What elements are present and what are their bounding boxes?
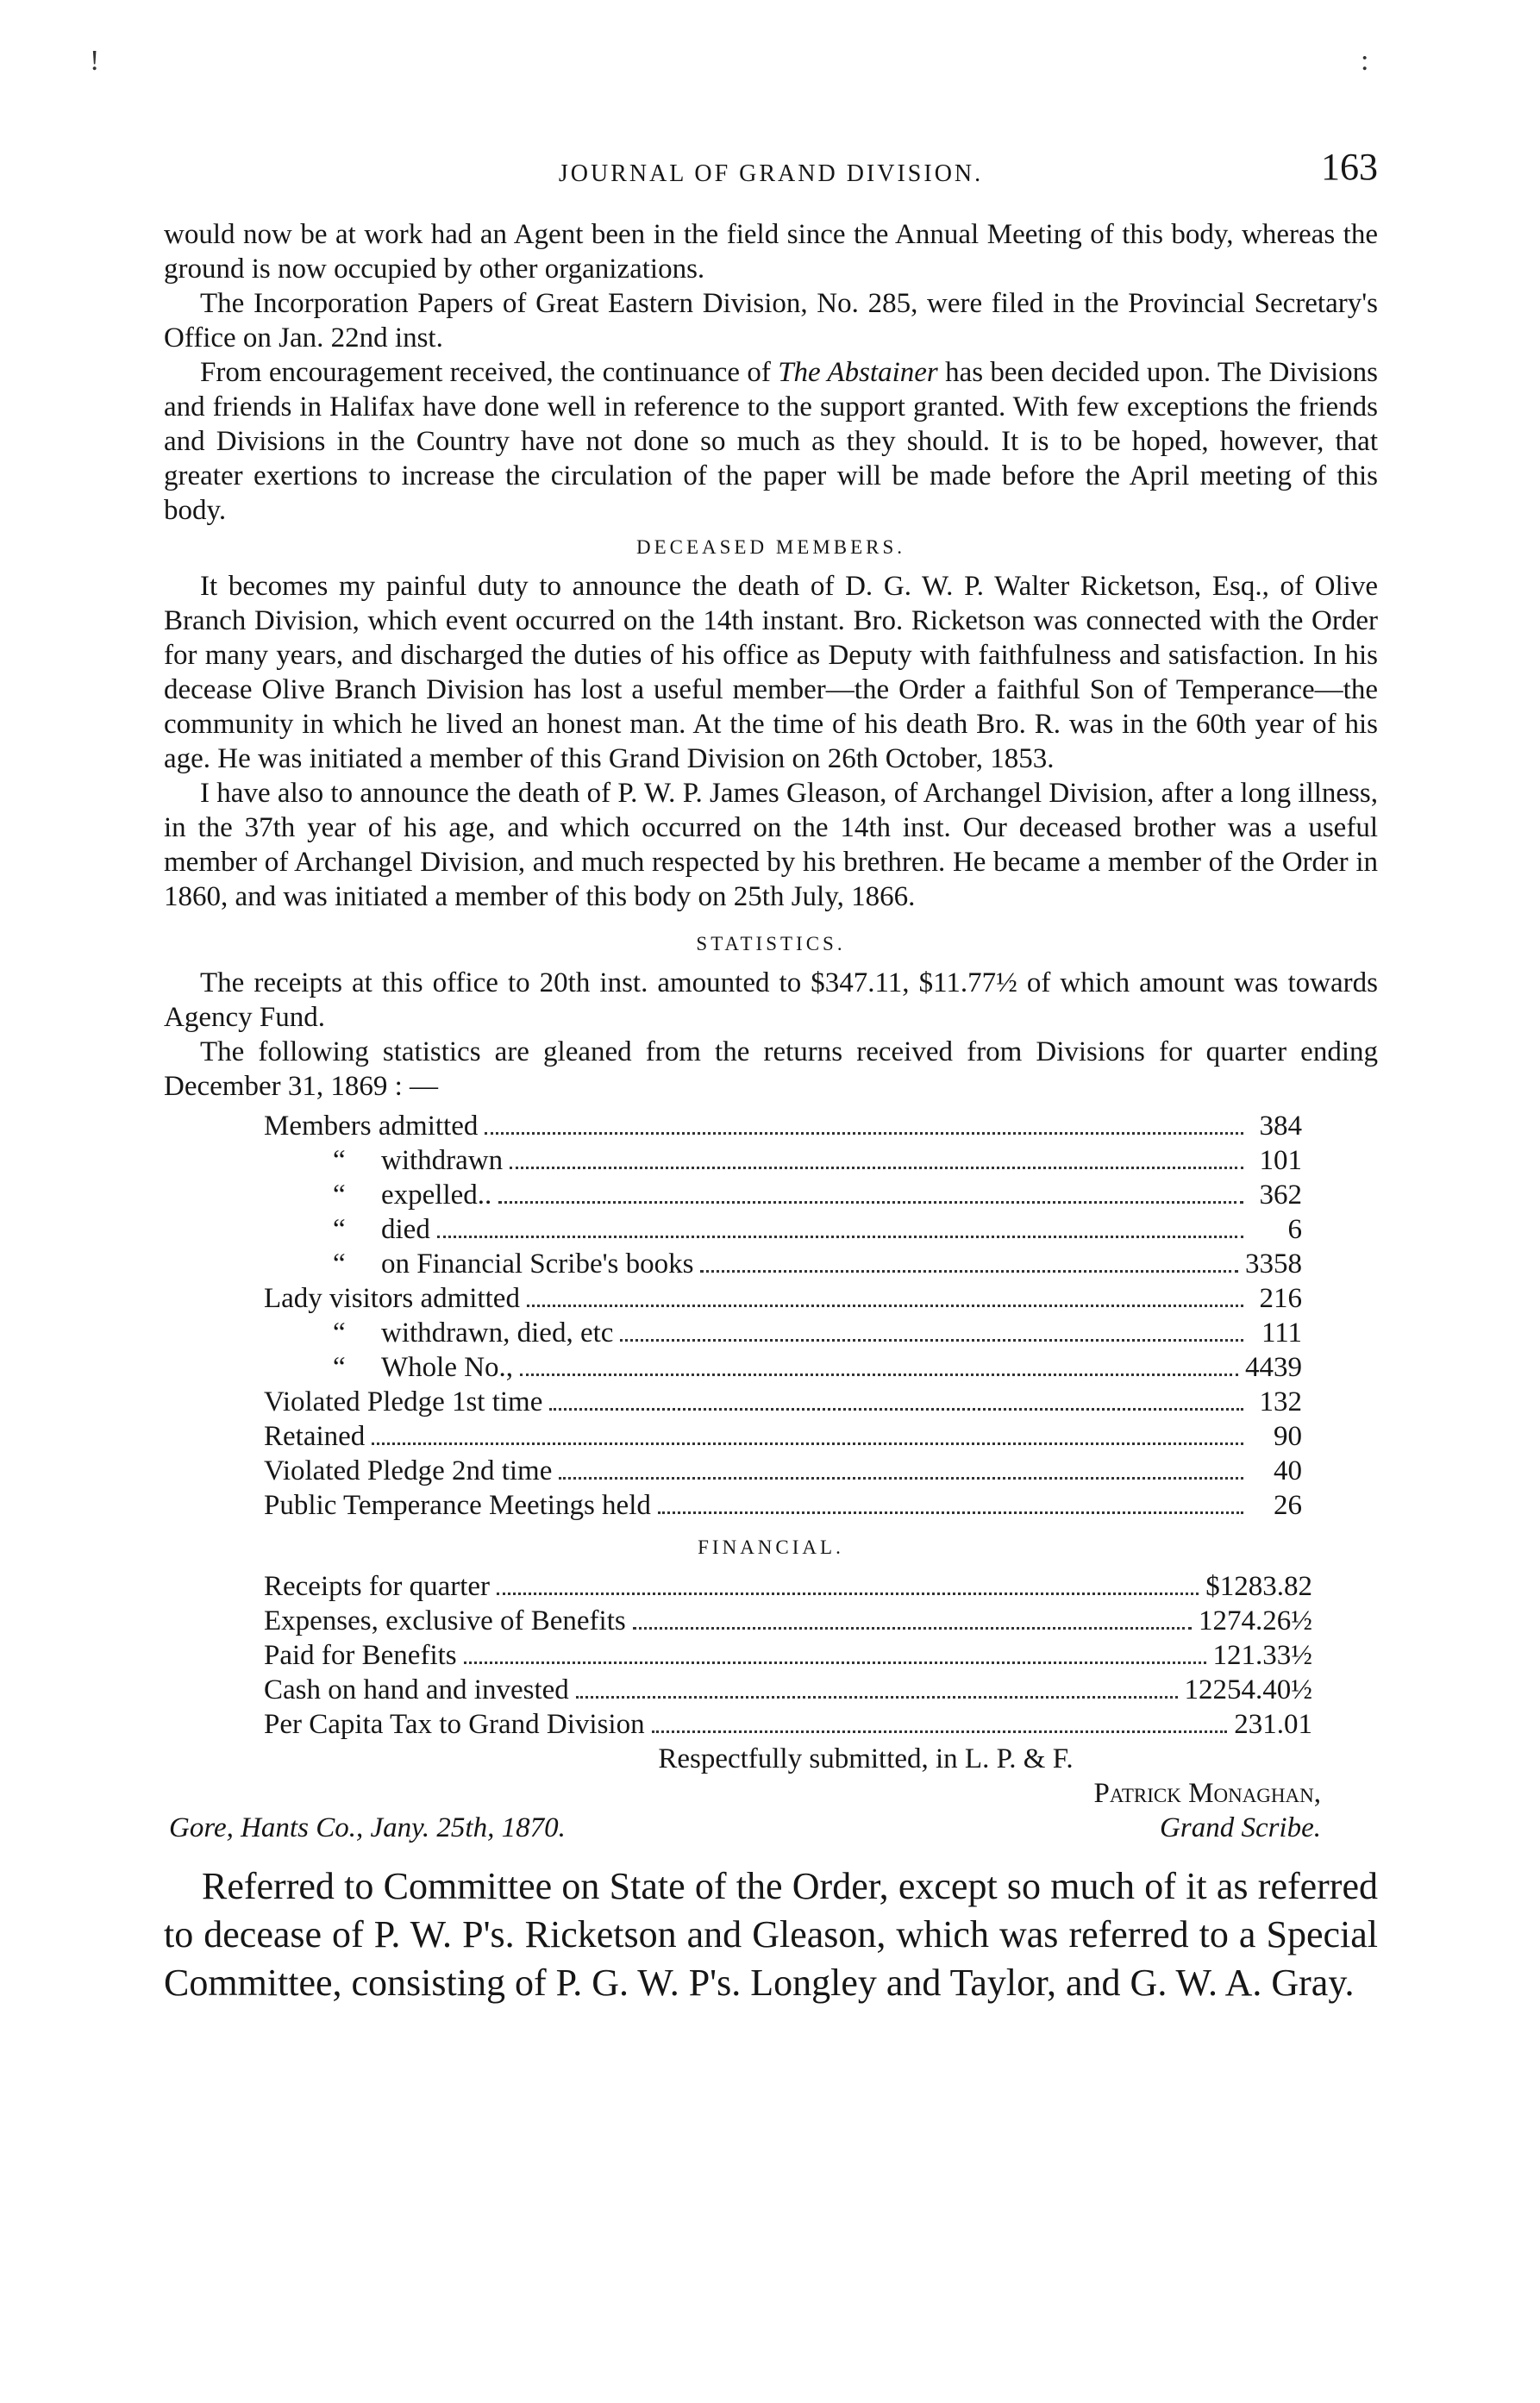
financial-row <box>264 1638 1312 1673</box>
financial-row-label <box>264 1569 490 1604</box>
ditto-mark: “ <box>333 1180 346 1211</box>
statistics-row-label <box>264 1281 520 1316</box>
statistics-row-label <box>264 1109 478 1143</box>
statistics-row-value: 362 <box>1259 1180 1302 1211</box>
dot-leader <box>485 1132 1243 1135</box>
statistics-row-label-text: Violated Pledge 2nd time <box>264 1455 553 1486</box>
financial-row <box>264 1569 1312 1604</box>
signature-line <box>164 1811 1378 1845</box>
statistics-row <box>264 1143 1302 1178</box>
statistics-row-value: 6 <box>1287 1214 1302 1245</box>
statistics-row-value: 132 <box>1259 1386 1302 1417</box>
statistics-row-label <box>264 1178 491 1212</box>
statistics-row-label <box>264 1143 503 1178</box>
signature-name: Patrick Monaghan, <box>1093 1778 1321 1809</box>
statistics-row-label-text: withdrawn <box>381 1145 504 1176</box>
ditto-mark: “ <box>333 1248 346 1280</box>
paragraph-abstainer <box>164 355 1378 528</box>
financial-row-label-text: Per Capita Tax to Grand Division <box>264 1709 645 1740</box>
dot-leader <box>700 1270 1238 1273</box>
statistics-row <box>264 1488 1302 1523</box>
statistics-row <box>264 1178 1302 1212</box>
financial-row-label-text: Expenses, exclusive of Benefits <box>264 1605 626 1636</box>
statistics-row-value: 101 <box>1259 1145 1302 1176</box>
financial-row-label <box>264 1707 645 1742</box>
statistics-row-value: 26 <box>1274 1490 1302 1521</box>
dot-leader <box>559 1477 1243 1480</box>
statistics-row-value: 90 <box>1274 1421 1302 1452</box>
statistics-row <box>264 1247 1302 1281</box>
statistics-row <box>264 1350 1302 1385</box>
dot-leader <box>510 1167 1243 1169</box>
ditto-mark: “ <box>333 1145 346 1176</box>
paragraph-incorporation: The Incorporation Papers of Great Eastern Division, No. 285, were filed in the Provincial Secretary's Office on Jan. 22nd inst. <box>164 288 1378 354</box>
statistics-row-label-text: expelled.. <box>381 1180 492 1211</box>
ditto-mark: “ <box>333 1317 346 1349</box>
statistics-row-value: 384 <box>1259 1111 1302 1142</box>
financial-row-label-text: Cash on hand and invested <box>264 1674 569 1705</box>
statistics-row <box>264 1212 1302 1247</box>
financial-row-value: 1274.26½ <box>1199 1605 1312 1636</box>
paragraph-referral: Referred to Committee on State of the Order, except so much of it as referred to decease of P. W. P's. Ricketson and Gleason, which was referred to a Special Committee, consisting of P. G. W. P's. Longley and Taylor, and G. W. A. Gray. <box>164 1865 1378 2004</box>
statistics-row-label-text: Retained <box>264 1421 366 1452</box>
statistics-row-label-text: on Financial Scribe's books <box>381 1248 694 1280</box>
dot-leader <box>437 1236 1243 1238</box>
financial-table <box>264 1569 1312 1742</box>
dot-leader <box>549 1408 1243 1411</box>
section-heading-statistics: STATISTICS. <box>696 933 846 954</box>
statistics-row-value: 111 <box>1261 1317 1302 1349</box>
dot-leader <box>527 1305 1243 1307</box>
statistics-row-label-text: Whole No., <box>381 1352 514 1383</box>
statistics-row-label-text: died <box>381 1214 430 1245</box>
dot-leader <box>497 1593 1199 1595</box>
statistics-row <box>264 1385 1302 1419</box>
statistics-row-value: 216 <box>1259 1283 1302 1314</box>
statistics-row <box>264 1109 1302 1143</box>
financial-row-value: 12254.40½ <box>1184 1674 1312 1705</box>
statistics-row <box>264 1454 1302 1488</box>
statistics-row-label <box>264 1316 613 1350</box>
financial-row <box>264 1673 1312 1707</box>
abstainer-title: The Abstainer <box>778 357 938 388</box>
dot-leader <box>576 1696 1178 1699</box>
paragraph-receipts: The receipts at this office to 20th inst. amounted to $347.11, $11.77½ of which amount was towards Agency Fund. <box>164 967 1378 1033</box>
statistics-row-label <box>264 1212 430 1247</box>
ditto-mark: “ <box>333 1214 346 1245</box>
dot-leader <box>652 1730 1228 1733</box>
dot-leader <box>658 1511 1243 1514</box>
statistics-row-label <box>264 1488 651 1523</box>
paragraph-statistics-intro: The following statistics are gleaned from the returns received from Divisions for quarter ending December 31, 1869 : — <box>164 1036 1378 1102</box>
financial-row-label-text: Receipts for quarter <box>264 1571 491 1602</box>
margin-mark-right: : <box>1361 45 1369 77</box>
statistics-row-label <box>264 1419 365 1454</box>
dot-leader <box>372 1442 1243 1445</box>
statistics-row <box>264 1281 1302 1316</box>
financial-row-value: 121.33½ <box>1212 1640 1312 1671</box>
paragraph-ricketson: It becomes my painful duty to announce the death of D. G. W. P. Walter Ricketson, Esq., of Olive Branch Division, which event occurred on the 14th instant. Bro. Ricketson was connected with the Order for many years, and discharged the duties of his office as Deputy with faithfulness and satisfaction. In his decease Olive Branch Division has lost a useful member—the Order a faithful Son of Temperance—the community in which he lived an honest man. At the time of his death Bro. R. was in the 60th year of his age. He was initiated a member of this Grand Division on 26th October, 1853. <box>164 571 1378 774</box>
statistics-row-label-text: Violated Pledge 1st time <box>264 1386 543 1417</box>
financial-row <box>264 1707 1312 1742</box>
dot-leader <box>498 1201 1243 1204</box>
financial-row <box>264 1604 1312 1638</box>
financial-row-label-text: Paid for Benefits <box>264 1640 457 1671</box>
closing-submitted: Respectfully submitted, in L. P. & F. <box>658 1743 1074 1774</box>
page-header <box>164 145 1378 197</box>
paragraph-continuation: would now be at work had an Agent been in the field since the Annual Meeting of this body, whereas the ground is now occupied by other organizations. <box>164 219 1378 285</box>
page-number: 163 <box>1321 146 1378 188</box>
running-title: JOURNAL OF GRAND DIVISION. <box>558 160 984 187</box>
abstainer-text-before: From encouragement received, the continuance of <box>200 357 771 388</box>
ditto-mark: “ <box>333 1352 346 1383</box>
page-body <box>164 217 1378 2007</box>
statistics-row-label-text: Members admitted <box>264 1111 479 1142</box>
statistics-row-label-text: withdrawn, died, etc <box>381 1317 614 1349</box>
statistics-row-label <box>264 1385 542 1419</box>
statistics-row-label <box>264 1350 513 1385</box>
section-heading-deceased: DECEASED MEMBERS. <box>635 536 906 558</box>
statistics-row-value: 40 <box>1274 1455 1302 1486</box>
statistics-row-value: 4439 <box>1245 1352 1302 1383</box>
dot-leader <box>633 1627 1192 1630</box>
signature-title: Grand Scribe. <box>1160 1812 1321 1843</box>
financial-row-label <box>264 1673 569 1707</box>
statistics-row-label <box>264 1247 693 1281</box>
margin-mark-left: ! <box>90 45 100 77</box>
statistics-row-label-text: Public Temperance Meetings held <box>264 1490 651 1521</box>
financial-row-value: $1283.82 <box>1205 1571 1312 1602</box>
dot-leader <box>520 1374 1238 1376</box>
financial-row-label <box>264 1604 626 1638</box>
statistics-row-label-text: Lady visitors admitted <box>264 1283 520 1314</box>
place-date: Gore, Hants Co., Jany. 25th, 1870. <box>169 1812 566 1843</box>
statistics-row-label <box>264 1454 552 1488</box>
section-heading-financial: FINANCIAL. <box>698 1536 844 1558</box>
paragraph-gleason: I have also to announce the death of P. W. P. James Gleason, of Archangel Division, after a long illness, in the 37th year of his age, and which occurred on the 14th inst. Our deceased brother was a useful member of Archangel Division, and much respected by his brethren. He became a member of the Order in 1860, and was initiated a member of this body on 25th July, 1866. <box>164 778 1378 912</box>
statistics-row <box>264 1316 1302 1350</box>
financial-row-label <box>264 1638 457 1673</box>
statistics-row <box>264 1419 1302 1454</box>
statistics-table <box>264 1109 1302 1523</box>
financial-row-value: 231.01 <box>1234 1709 1312 1740</box>
dot-leader <box>464 1661 1206 1664</box>
abstainer-text-after: has been decided upon. The Divisions and friends in Halifax have done well in reference to the support granted. With few exceptions the friends and Divisions in the Country have not done so much as they should. It is to be hoped, however, that greater exertions to increase the circulation of the paper will be made before the April meeting of this body. <box>164 357 1379 526</box>
statistics-row-value: 3358 <box>1245 1248 1302 1280</box>
dot-leader <box>620 1339 1243 1342</box>
